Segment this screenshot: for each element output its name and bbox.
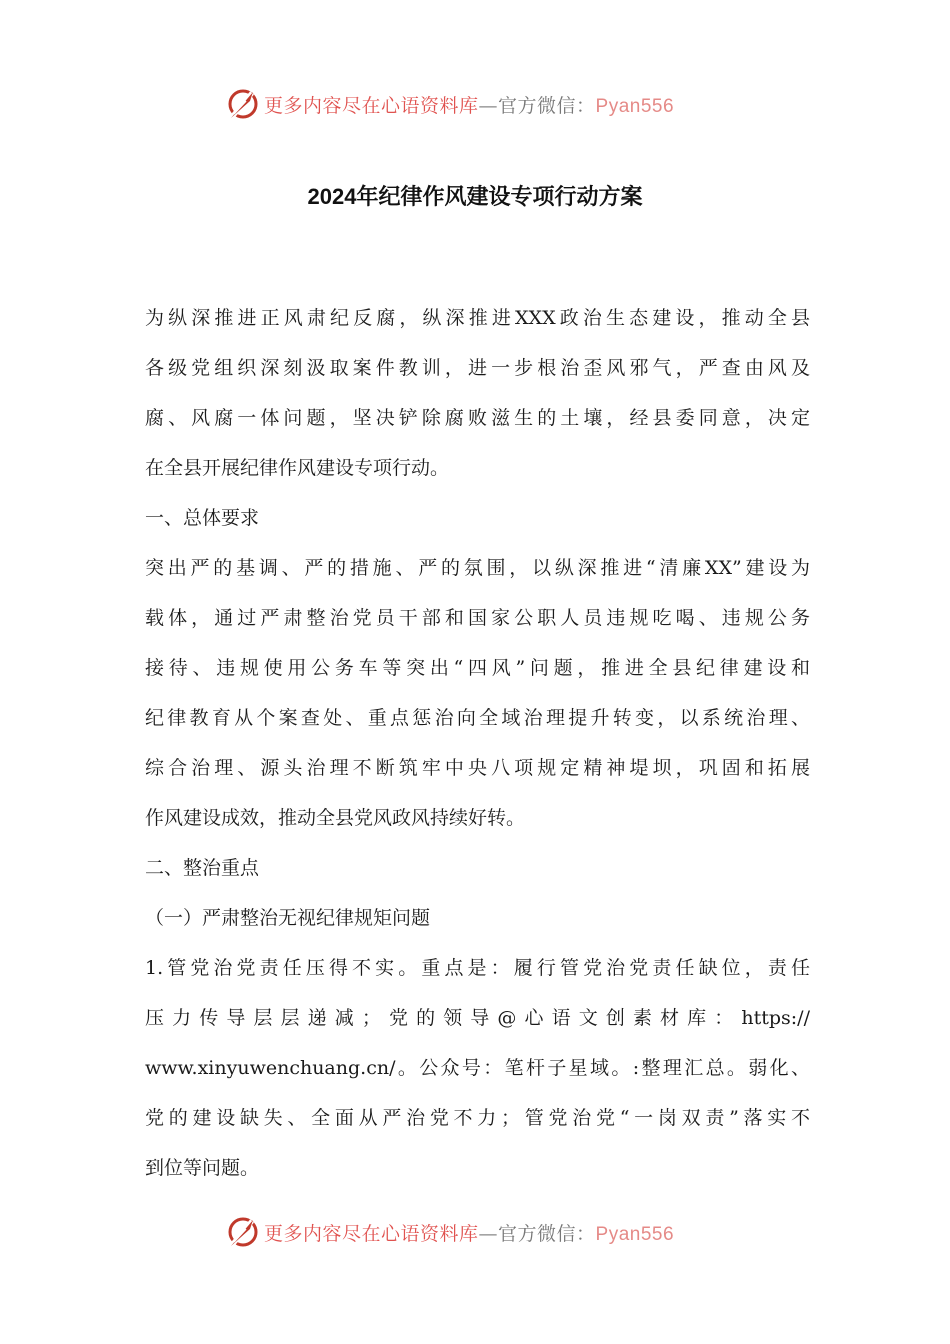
banner-dash: —: [478, 1222, 499, 1245]
banner-wechat-label: 官方微信：: [498, 1222, 596, 1245]
banner-wechat-id: Pyan556: [595, 1223, 675, 1245]
subsection-heading: （一）严肃整治无视纪律规矩问题: [145, 907, 431, 929]
header-banner: [0, 84, 950, 124]
section-heading: 二、整治重点: [145, 857, 260, 879]
document-title: 2024年纪律作风建设专项行动方案: [307, 184, 643, 209]
body-line: 在全县开展纪律作风建设专项行动。: [145, 457, 450, 479]
body-line: 到位等问题。: [145, 1157, 260, 1179]
quill-logo-icon: [226, 87, 260, 121]
body-line: 腐、风腐一体问题，坚决铲除腐败滋生的土壤，经县委同意，决定: [145, 407, 810, 429]
body-line: 综合治理、源头治理不断筑牢中央八项规定精神堤坝，巩固和拓展: [145, 757, 810, 779]
banner-wechat-label: 官方微信：: [498, 94, 596, 117]
body-line: 压力传导层层递减；党的领导@心语文创素材库：https://: [145, 1007, 810, 1029]
body-line: 党的建设缺失、全面从严治党不力；管党治党“一岗双责”落实不: [145, 1107, 810, 1129]
body-line: 各级党组织深刻汲取案件教训，进一步根治歪风邪气，严查由风及: [145, 357, 810, 379]
section-heading: 一、总体要求: [145, 507, 260, 529]
body-line: 作风建设成效，推动全县党风政风持续好转。: [145, 807, 526, 829]
banner-wechat-id: Pyan556: [595, 95, 675, 117]
body-line: 接待、违规使用公务车等突出“四风”问题，推进全县纪律建设和: [145, 657, 810, 679]
body-line: 为纵深推进正风肃纪反腐，纵深推进XXX政治生态建设，推动全县: [145, 307, 810, 329]
quill-logo-icon: [226, 1215, 260, 1249]
footer-banner: [0, 1212, 950, 1252]
banner-dash: —: [478, 94, 499, 117]
banner-brand: 更多内容尽在心语资料库: [264, 94, 479, 117]
banner-brand: 更多内容尽在心语资料库: [264, 1222, 479, 1245]
body-line: 突出严的基调、严的措施、严的氛围，以纵深推进“清廉XX”建设为: [145, 557, 810, 579]
body-line: www.xinyuwenchuang.cn/。公众号：笔杆子星域。:整理汇总。弱化、: [145, 1057, 810, 1079]
body-line: 纪律教育从个案查处、重点惩治向全域治理提升转变，以系统治理、: [145, 707, 810, 729]
body-line: 1.管党治党责任压得不实。重点是：履行管党治党责任缺位，责任: [145, 957, 810, 979]
body-line: 载体，通过严肃整治党员干部和国家公职人员违规吃喝、违规公务: [145, 607, 810, 629]
